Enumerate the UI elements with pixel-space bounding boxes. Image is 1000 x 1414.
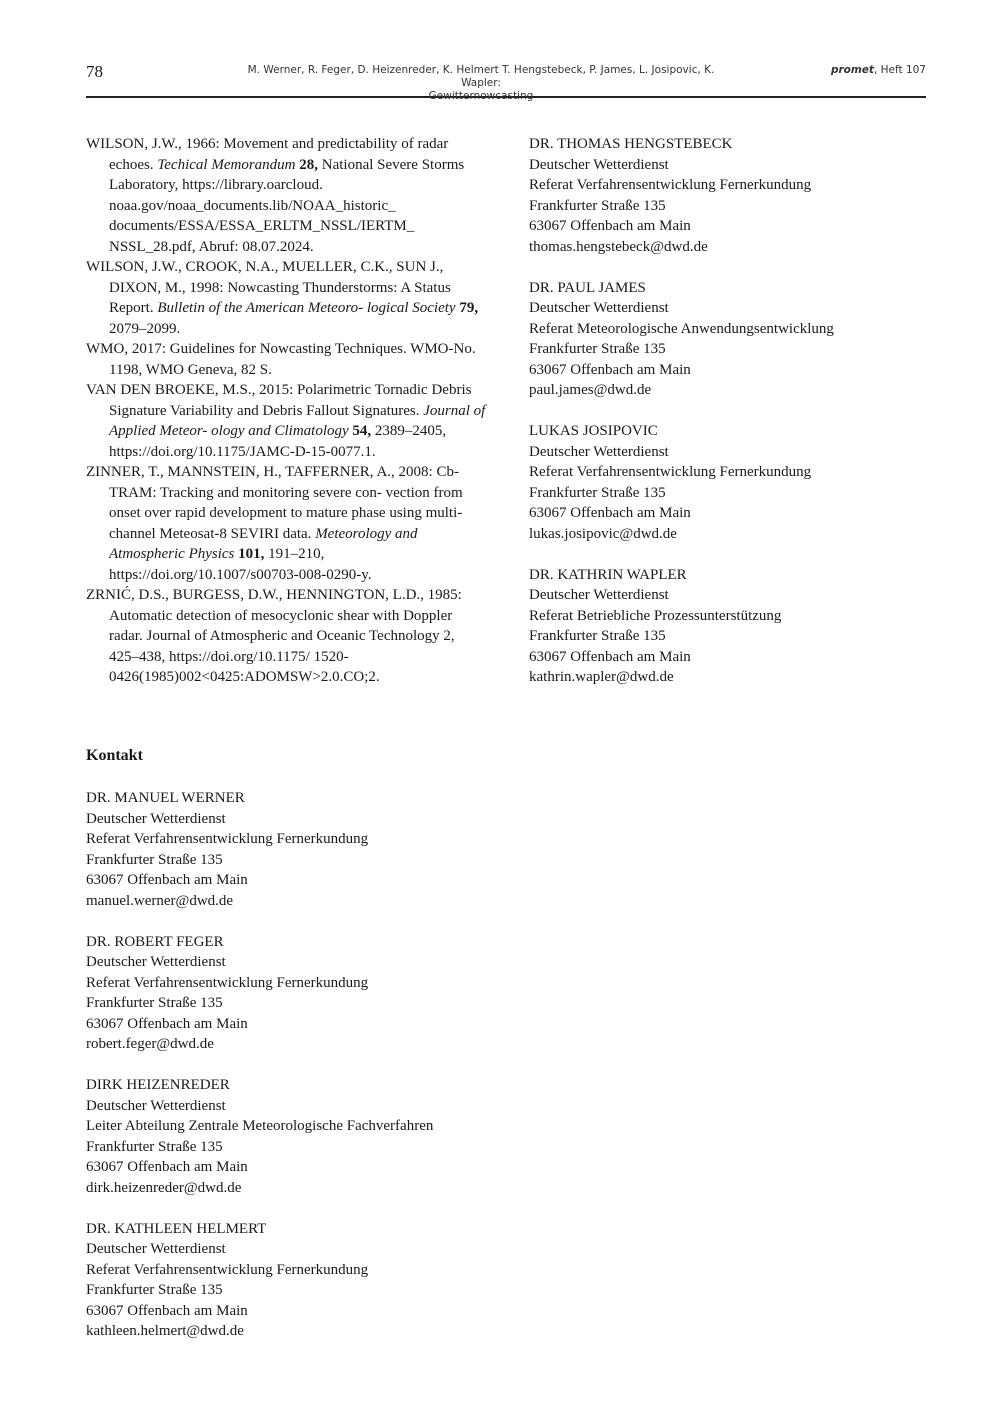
contact-city: 63067 Offenbach am Main: [529, 505, 691, 521]
running-header: [86, 62, 926, 102]
contact-city: 63067 Offenbach am Main: [529, 218, 691, 234]
reference-entry: WILSON, J.W., CROOK, N.A., MUELLER, C.K., SUN J., DIXON, M., 1998: Nowcasting Thunderstorms: A Status Report. Bulletin of the American Meteoro- logical Society 79, 2079–2099.: [86, 259, 479, 337]
contact-dept: Referat Verfahrensentwicklung Fernerkundung: [86, 831, 369, 847]
contact-email[interactable]: robert.feger@dwd.de: [86, 1036, 214, 1052]
contact-block: [86, 788, 526, 911]
header-authors-line: M. Werner, R. Feger, D. Heizenreder, K. Helmert T. Hengstebeck, P. James, L. Josipovic, K. Wapler:: [247, 64, 715, 89]
journal-name: promet: [830, 64, 874, 76]
page-number: 78: [86, 62, 103, 81]
contact-org: Deutscher Wetterdienst: [529, 587, 669, 603]
journal-issue: , Heft 107: [873, 64, 926, 76]
contact-block: [86, 932, 526, 1055]
journal-label: [831, 64, 926, 76]
contact-city: 63067 Offenbach am Main: [86, 872, 248, 888]
contact-block: [86, 1075, 526, 1198]
contact-name: DR. PAUL JAMES: [529, 279, 646, 296]
reference-entry: WILSON, J.W., 1966: Movement and predictability of radar echoes. Techical Memorandum 28, National Severe Storms Laboratory, https://library.oarcloud. noaa.gov/noaa_documents.lib/NOAA_historic_ documents/ESSA/ESSA_ERLTM_NSSL/IERTM_ NSSL_28.pdf, Abruf: 08.07.2024.: [86, 136, 465, 255]
contact-name: DR. KATHLEEN HELMERT: [86, 1220, 267, 1237]
contact-block: [529, 421, 949, 544]
contact-dept: Leiter Abteilung Zentrale Meteorologische Fachverfahren: [86, 1118, 434, 1134]
reference-entry: ZINNER, T., MANNSTEIN, H., TAFFERNER, A., 2008: Cb-TRAM: Tracking and monitoring severe con- vection from onset over rapid development to mature phase using multi-channel Meteosat-8 SEVIRI data. Meteorology and Atmospheric Physics 101, 191–210, https://doi.org/10.1007/s00703-008-0290-y.: [86, 464, 463, 583]
contact-email[interactable]: manuel.werner@dwd.de: [86, 892, 234, 909]
contact-street: Frankfurter Straße 135: [529, 197, 666, 214]
contact-name: DR. ROBERT FEGER: [86, 933, 224, 950]
contact-dept: Referat Betriebliche Prozessunterstützung: [529, 607, 782, 624]
contact-street: Frankfurter Straße 135: [529, 484, 666, 501]
contact-dept: Referat Verfahrensentwicklung Fernerkundung: [86, 974, 369, 991]
contact-city: 63067 Offenbach am Main: [86, 1015, 248, 1032]
contact-block: [86, 1219, 526, 1342]
contact-block: [529, 278, 949, 401]
contact-email[interactable]: lukas.josipovic@dwd.de: [529, 525, 677, 542]
contact-name: LUKAS JOSIPOVIC: [529, 423, 658, 439]
reference-entry: VAN DEN BROEKE, M.S., 2015: Polarimetric Tornadic Debris Signature Variability and Debris Fallout Signatures. Journal of Applied Meteor- ology and Climatology 54, 2389–2405, https://doi.org/10.1175/JAMC-D-15-0077.1.: [86, 382, 486, 460]
kontakt-heading: Kontakt: [86, 747, 143, 764]
header-authors: [236, 64, 726, 103]
contact-city: 63067 Offenbach am Main: [86, 1159, 248, 1175]
contact-city: 63067 Offenbach am Main: [529, 361, 691, 378]
contact-email[interactable]: kathleen.helmert@dwd.de: [86, 1323, 244, 1339]
contact-org: Deutscher Wetterdienst: [529, 443, 669, 460]
contact-street: Frankfurter Straße 135: [86, 851, 223, 868]
contact-dept: Referat Meteorologische Anwendungsentwicklung: [529, 320, 834, 337]
contact-street: Frankfurter Straße 135: [86, 1138, 223, 1155]
contact-street: Frankfurter Straße 135: [529, 628, 666, 644]
contact-org: Deutscher Wetterdienst: [86, 1241, 226, 1257]
reference-entry: ZRNIĆ, D.S., BURGESS, D.W., HENNINGTON, L.D., 1985: Automatic detection of mesocyclonic shear with Doppler radar. Journal of Atmospheric and Oceanic Technology 2, 425–438, https://doi.org/10.1175/ 1520-0426(1985)002<0425:ADOMSW>2.0.CO;2.: [86, 587, 462, 685]
contact-email[interactable]: kathrin.wapler@dwd.de: [529, 669, 674, 685]
contact-org: Deutscher Wetterdienst: [529, 300, 669, 316]
contact-org: Deutscher Wetterdienst: [86, 810, 226, 827]
contact-dept: Referat Verfahrensentwicklung Fernerkundung: [529, 464, 812, 480]
contact-email[interactable]: thomas.hengstebeck@dwd.de: [529, 238, 708, 255]
contact-name: DIRK HEIZENREDER: [86, 1077, 230, 1093]
contact-street: Frankfurter Straße 135: [86, 1282, 223, 1298]
contact-city: 63067 Offenbach am Main: [529, 648, 691, 665]
contact-block: [529, 134, 949, 257]
contact-name: DR. THOMAS HENGSTEBECK: [529, 136, 733, 152]
contact-email[interactable]: dirk.heizenreder@dwd.de: [86, 1179, 242, 1196]
contact-street: Frankfurter Straße 135: [529, 341, 666, 357]
contact-dept: Referat Verfahrensentwicklung Fernerkundung: [529, 177, 812, 193]
contact-block: [529, 565, 949, 688]
contact-street: Frankfurter Straße 135: [86, 995, 223, 1011]
reference-entry: WMO, 2017: Guidelines for Nowcasting Techniques. WMO-No. 1198, WMO Geneva, 82 S.: [86, 341, 476, 378]
contact-dept: Referat Verfahrensentwicklung Fernerkundung: [86, 1261, 369, 1278]
contact-email[interactable]: paul.james@dwd.de: [529, 382, 652, 398]
contact-list-right: [529, 134, 949, 708]
contact-org: Deutscher Wetterdienst: [86, 1097, 226, 1114]
contact-city: 63067 Offenbach am Main: [86, 1302, 248, 1319]
header-title-line: Gewitternowcasting: [428, 90, 534, 102]
contact-org: Deutscher Wetterdienst: [529, 156, 669, 173]
contact-name: DR. MANUEL WERNER: [86, 790, 245, 806]
contact-name: DR. KATHRIN WAPLER: [529, 566, 687, 583]
contact-list-left: [86, 788, 526, 1362]
reference-list: [86, 134, 486, 688]
contact-org: Deutscher Wetterdienst: [86, 954, 226, 970]
